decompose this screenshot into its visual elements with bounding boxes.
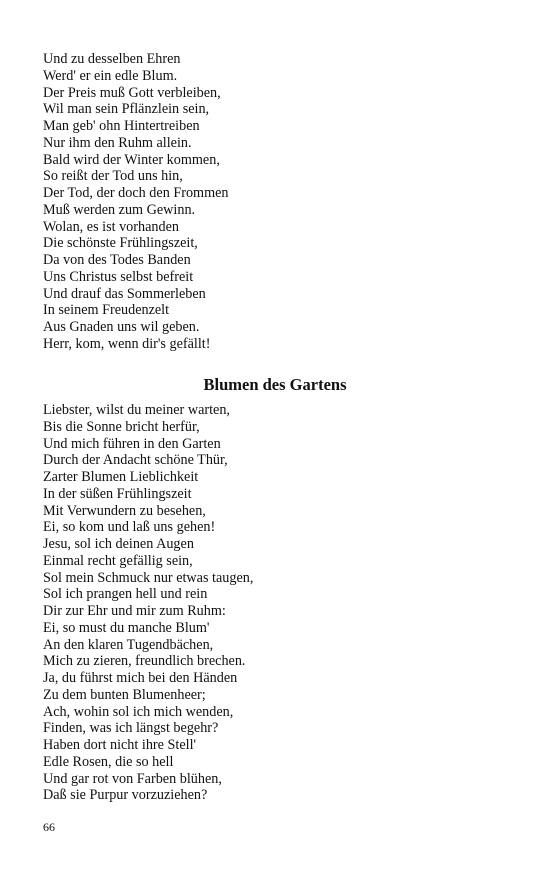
verse-line: Daß sie Purpur vorzuziehen? (43, 787, 208, 804)
verse-line: So reißt der Tod uns hin, (43, 168, 183, 185)
verse-line: Bis die Sonne bricht herfür, (43, 418, 200, 435)
verse-line: Und drauf das Sommerleben (43, 285, 206, 302)
verse-line: Ei, so must du manche Blum' (43, 619, 210, 636)
verse-line: Und zu desselben Ehren (43, 51, 181, 67)
verse-line: Aus Gnaden uns wil geben. (43, 319, 200, 335)
verse-line: Bald wird der Winter kommen, (43, 151, 220, 168)
verse-line: Ach, wohin sol ich mich wenden, (43, 703, 234, 720)
page-number: 66 (43, 820, 55, 834)
verse-line: Sol ich prangen hell und rein (43, 586, 208, 603)
verse-line: Edle Rosen, die so hell (43, 753, 174, 770)
verse-line: Wil man sein Pflänzlein sein, (43, 101, 210, 118)
verse-line: Haben dort nicht ihre Stell' (43, 737, 197, 753)
poem-body (43, 402, 513, 804)
verse-line: In seinem Freudenzelt (43, 302, 170, 319)
verse-line: An den klaren Tugendbächen, (43, 636, 214, 653)
verse-line: Zarter Blumen Lieblichkeit (43, 469, 199, 485)
verse-line: Der Tod, der doch den Frommen (43, 185, 229, 201)
verse-line: Sol mein Schmuck nur etwas taugen, (43, 569, 254, 586)
verse-line: Nur ihm den Ruhm allein. (43, 134, 192, 151)
verse-line: Liebster, wilst du meiner warten, (43, 402, 230, 418)
verse-line: Jesu, sol ich deinen Augen (43, 536, 194, 552)
verse-line: In der süßen Frühlingszeit (43, 485, 192, 502)
verse-line: Ei, so kom und laß uns gehen! (43, 519, 216, 536)
verse-line: Dir zur Ehr und mir zum Ruhm: (43, 603, 226, 619)
verse-line: Da von des Todes Banden (43, 252, 191, 268)
verse-line: Einmal recht gefällig sein, (43, 552, 193, 569)
verse-line: Zu dem bunten Blumenheer; (43, 686, 206, 703)
verse-line: Werd' er ein edle Blum. (43, 67, 178, 84)
verse-line: Der Preis muß Gott verbleiben, (43, 84, 221, 101)
verse-line: Uns Christus selbst befreit (43, 268, 194, 285)
verse-line: Wolan, es ist vorhanden (43, 218, 179, 235)
verse-line: Man geb' ohn Hintertreiben (43, 118, 200, 134)
verse-line: Mich zu zieren, freundlich brechen. (43, 653, 246, 670)
poem-continuation (43, 51, 513, 353)
verse-line: Finden, was ich längst begehr? (43, 720, 219, 737)
verse-line: Mit Verwundern zu besehen, (43, 502, 206, 519)
verse-line: Herr, kom, wenn dir's gefällt! (43, 335, 211, 352)
verse-line: Ja, du führst mich bei den Händen (43, 670, 238, 686)
poem-title: Blumen des Gartens (203, 375, 347, 394)
verse-line: Durch der Andacht schöne Thür, (43, 452, 228, 469)
verse-line: Und gar rot von Farben blühen, (43, 770, 222, 787)
verse-line: Die schönste Frühlingszeit, (43, 235, 198, 252)
verse-line: Muß werden zum Gewinn. (43, 201, 196, 218)
verse-line: Und mich führen in den Garten (43, 435, 221, 452)
